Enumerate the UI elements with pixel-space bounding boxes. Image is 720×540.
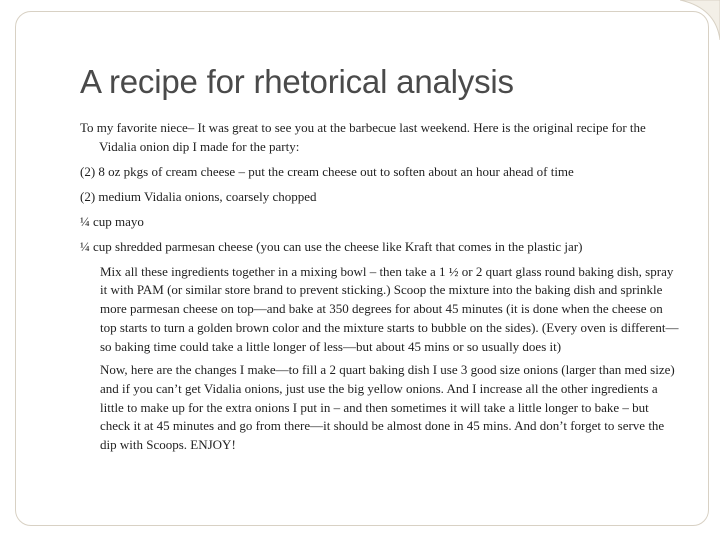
intro-paragraph: To my favorite niece– It was great to see you at the barbecue last weekend. Here is the original recipe for the Vidalia onion dip I made for the party: — [80, 120, 646, 154]
changes-paragraph: Now, here are the changes I make—to fill a 2 quart baking dish I use 3 good size onions (larger than med size) and if you can’t get Vidalia onions, just use the big yellow onions. And I increase all the other ingredients a little to make up for the extra onions I put in – and then sometimes it will take a little longer to bake – but check it at 45 minutes and go from there—it should be almost done in 45 mins. And don’t forget to serve the dip with Scoops. ENJOY! — [100, 362, 675, 453]
ingredient-mayo: ¼ cup mayo — [80, 213, 144, 229]
ingredient-cream-cheese: (2) 8 oz pkgs of cream cheese – put the cream cheese out to soften about an hour ahead of time — [80, 163, 574, 179]
corner-fold-decoration — [680, 0, 720, 40]
ingredient-parmesan: ¼ cup shredded parmesan cheese (you can use the cheese like Kraft that comes in the plastic jar) — [80, 238, 583, 254]
instructions-paragraph: Mix all these ingredients together in a mixing bowl – then take a 1 ½ or 2 quart glass round baking dish, spray it with PAM (or similar store brand to prevent sticking.) Scoop the mixture into the baking dish and sprinkle more parmesan cheese on top—and bake at 350 degrees for about 45 minutes (it is done when the cheese on top starts to turn a golden brown color and the mixture starts to bubble on the sides). (Every oven is different—so baking time could take a little longer of less—but about 45 mins or so usually does it) — [100, 263, 679, 354]
ingredient-onions: (2) medium Vidalia onions, coarsely chopped — [80, 188, 317, 204]
slide-body — [80, 119, 680, 460]
slide-title: A recipe for rhetorical analysis — [80, 63, 514, 100]
